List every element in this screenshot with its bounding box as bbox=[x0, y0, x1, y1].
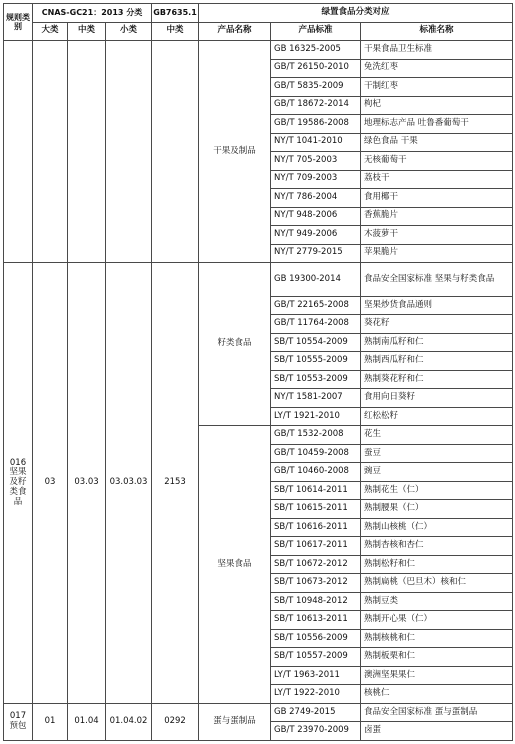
category-017-text: 预包 bbox=[9, 720, 27, 731]
product-standard: GB/T 1532-2008 bbox=[271, 426, 361, 445]
blank-gb bbox=[152, 41, 199, 263]
blank-minor bbox=[106, 41, 152, 263]
product-standard: SB/T 10555-2009 bbox=[271, 352, 361, 371]
standard-name: 荔枝干 bbox=[361, 170, 513, 189]
product-name: 籽类食品 bbox=[199, 263, 271, 426]
standard-name: 苹果脆片 bbox=[361, 244, 513, 263]
standard-name: 坚果炒货食品通则 bbox=[361, 296, 513, 315]
standard-name: 木菠萝干 bbox=[361, 226, 513, 245]
product-standard: NY/T 709-2003 bbox=[271, 170, 361, 189]
category-016-minor: 03.03.03 bbox=[106, 263, 152, 704]
standard-name: 熟制豆类 bbox=[361, 592, 513, 611]
header-standard-name: 标准名称 bbox=[361, 22, 513, 41]
standard-name: 食用向日葵籽 bbox=[361, 389, 513, 408]
product-standard: NY/T 949-2006 bbox=[271, 226, 361, 245]
standard-name: 熟制松籽和仁 bbox=[361, 555, 513, 574]
product-standard: GB/T 26150-2010 bbox=[271, 59, 361, 78]
header-minor: 小类 bbox=[106, 22, 152, 41]
product-standard: GB/T 11764-2008 bbox=[271, 315, 361, 334]
product-standard: NY/T 1041-2010 bbox=[271, 133, 361, 152]
category-017-gb: 0292 bbox=[152, 703, 199, 740]
standard-name: 绿色食品 干果 bbox=[361, 133, 513, 152]
product-standard: GB/T 19586-2008 bbox=[271, 115, 361, 134]
product-name: 干果及制品 bbox=[199, 41, 271, 263]
standard-name: 熟制葵花籽和仁 bbox=[361, 370, 513, 389]
category-016-gb: 2153 bbox=[152, 263, 199, 704]
standard-name: 干果食品卫生标准 bbox=[361, 41, 513, 60]
classification-table bbox=[3, 3, 513, 741]
standard-name: 熟制南瓜籽和仁 bbox=[361, 333, 513, 352]
standard-name: 熟制扁桃（巴旦木）核和仁 bbox=[361, 574, 513, 593]
blank-major bbox=[33, 41, 68, 263]
header-mid: 中类 bbox=[68, 22, 106, 41]
standard-name: 地理标志产品 吐鲁番葡萄干 bbox=[361, 115, 513, 134]
standard-name: 无核葡萄干 bbox=[361, 152, 513, 171]
category-017-mid: 01.04 bbox=[68, 703, 106, 740]
standard-name: 免洗红枣 bbox=[361, 59, 513, 78]
standard-name: 枸杞 bbox=[361, 96, 513, 115]
product-standard: SB/T 10613-2011 bbox=[271, 611, 361, 630]
product-standard: GB/T 23970-2009 bbox=[271, 722, 361, 741]
product-name: 坚果食品 bbox=[199, 426, 271, 704]
product-standard: GB/T 10460-2008 bbox=[271, 463, 361, 482]
table-row bbox=[4, 263, 513, 297]
product-standard: NY/T 705-2003 bbox=[271, 152, 361, 171]
category-017-minor: 01.04.02 bbox=[106, 703, 152, 740]
product-standard: LY/T 1921-2010 bbox=[271, 407, 361, 426]
product-standard: SB/T 10556-2009 bbox=[271, 629, 361, 648]
table-row bbox=[4, 41, 513, 60]
standard-name: 卤蛋 bbox=[361, 722, 513, 741]
product-standard: SB/T 10616-2011 bbox=[271, 518, 361, 537]
table-row bbox=[4, 703, 513, 722]
category-016-major: 03 bbox=[33, 263, 68, 704]
standard-name: 红松松籽 bbox=[361, 407, 513, 426]
product-standard: SB/T 10615-2011 bbox=[271, 500, 361, 519]
product-standard: LY/T 1922-2010 bbox=[271, 685, 361, 704]
header-gb-mid: 中类 bbox=[152, 22, 199, 41]
blank-mid bbox=[68, 41, 106, 263]
product-standard: GB/T 18672-2014 bbox=[271, 96, 361, 115]
standard-name: 澳洲坚果果仁 bbox=[361, 666, 513, 685]
standard-name: 蚕豆 bbox=[361, 444, 513, 463]
header-cnas-group: CNAS-GC21：2013 分类 bbox=[33, 4, 152, 23]
standard-name: 香蕉脆片 bbox=[361, 207, 513, 226]
standard-name: 熟制花生（仁） bbox=[361, 481, 513, 500]
header-product-name: 产品名称 bbox=[199, 22, 271, 41]
standard-name: 核桃仁 bbox=[361, 685, 513, 704]
product-standard: GB/T 5835-2009 bbox=[271, 78, 361, 97]
header-green-food-group: 绿置食品分类对应 bbox=[199, 4, 513, 23]
product-standard: SB/T 10672-2012 bbox=[271, 555, 361, 574]
product-standard: GB/T 10459-2008 bbox=[271, 444, 361, 463]
product-standard: NY/T 1581-2007 bbox=[271, 389, 361, 408]
standard-name: 熟制腰果（仁） bbox=[361, 500, 513, 519]
product-standard: SB/T 10673-2012 bbox=[271, 574, 361, 593]
category-016-text: 坚果及籽类食品 bbox=[9, 467, 27, 507]
standard-name: 豌豆 bbox=[361, 463, 513, 482]
product-standard: SB/T 10617-2011 bbox=[271, 537, 361, 556]
category-016-mid: 03.03 bbox=[68, 263, 106, 704]
product-standard: LY/T 1963-2011 bbox=[271, 666, 361, 685]
standard-name: 熟制板栗和仁 bbox=[361, 648, 513, 667]
product-standard: GB 16325-2005 bbox=[271, 41, 361, 60]
product-standard: NY/T 2779-2015 bbox=[271, 244, 361, 263]
header-gb-code: GB7635.1 bbox=[152, 4, 199, 23]
product-standard: NY/T 786-2004 bbox=[271, 189, 361, 208]
product-name: 蛋与蛋制品 bbox=[199, 703, 271, 740]
product-standard: SB/T 10554-2009 bbox=[271, 333, 361, 352]
category-016-code: 016 bbox=[9, 457, 27, 468]
product-standard: GB 2749-2015 bbox=[271, 703, 361, 722]
standard-name: 花生 bbox=[361, 426, 513, 445]
category-017-code: 017 bbox=[9, 711, 27, 722]
standard-name: 干制红枣 bbox=[361, 78, 513, 97]
product-standard: NY/T 948-2006 bbox=[271, 207, 361, 226]
product-standard: SB/T 10948-2012 bbox=[271, 592, 361, 611]
product-standard: GB 19300-2014 bbox=[271, 263, 361, 297]
standard-name: 熟制山核桃（仁） bbox=[361, 518, 513, 537]
category-017-major: 01 bbox=[33, 703, 68, 740]
product-standard: SB/T 10553-2009 bbox=[271, 370, 361, 389]
header-major: 大类 bbox=[33, 22, 68, 41]
standard-name: 熟制核桃和仁 bbox=[361, 629, 513, 648]
product-standard: GB/T 22165-2008 bbox=[271, 296, 361, 315]
header-rule-category: 规则类别 bbox=[4, 4, 33, 41]
standard-name: 熟制杏核和杏仁 bbox=[361, 537, 513, 556]
standard-name: 食用椰干 bbox=[361, 189, 513, 208]
standard-name: 熟制西瓜籽和仁 bbox=[361, 352, 513, 371]
category-016-label bbox=[4, 263, 33, 704]
standard-name: 食品安全国家标准 坚果与籽类食品 bbox=[361, 263, 513, 297]
standard-name: 葵花籽 bbox=[361, 315, 513, 334]
blank-rule bbox=[4, 41, 33, 263]
standard-name: 熟制开心果（仁） bbox=[361, 611, 513, 630]
category-017-label bbox=[4, 703, 33, 740]
product-standard: SB/T 10614-2011 bbox=[271, 481, 361, 500]
product-standard: SB/T 10557-2009 bbox=[271, 648, 361, 667]
header-product-standard: 产品标准 bbox=[271, 22, 361, 41]
standard-name: 食品安全国家标准 蛋与蛋制品 bbox=[361, 703, 513, 722]
